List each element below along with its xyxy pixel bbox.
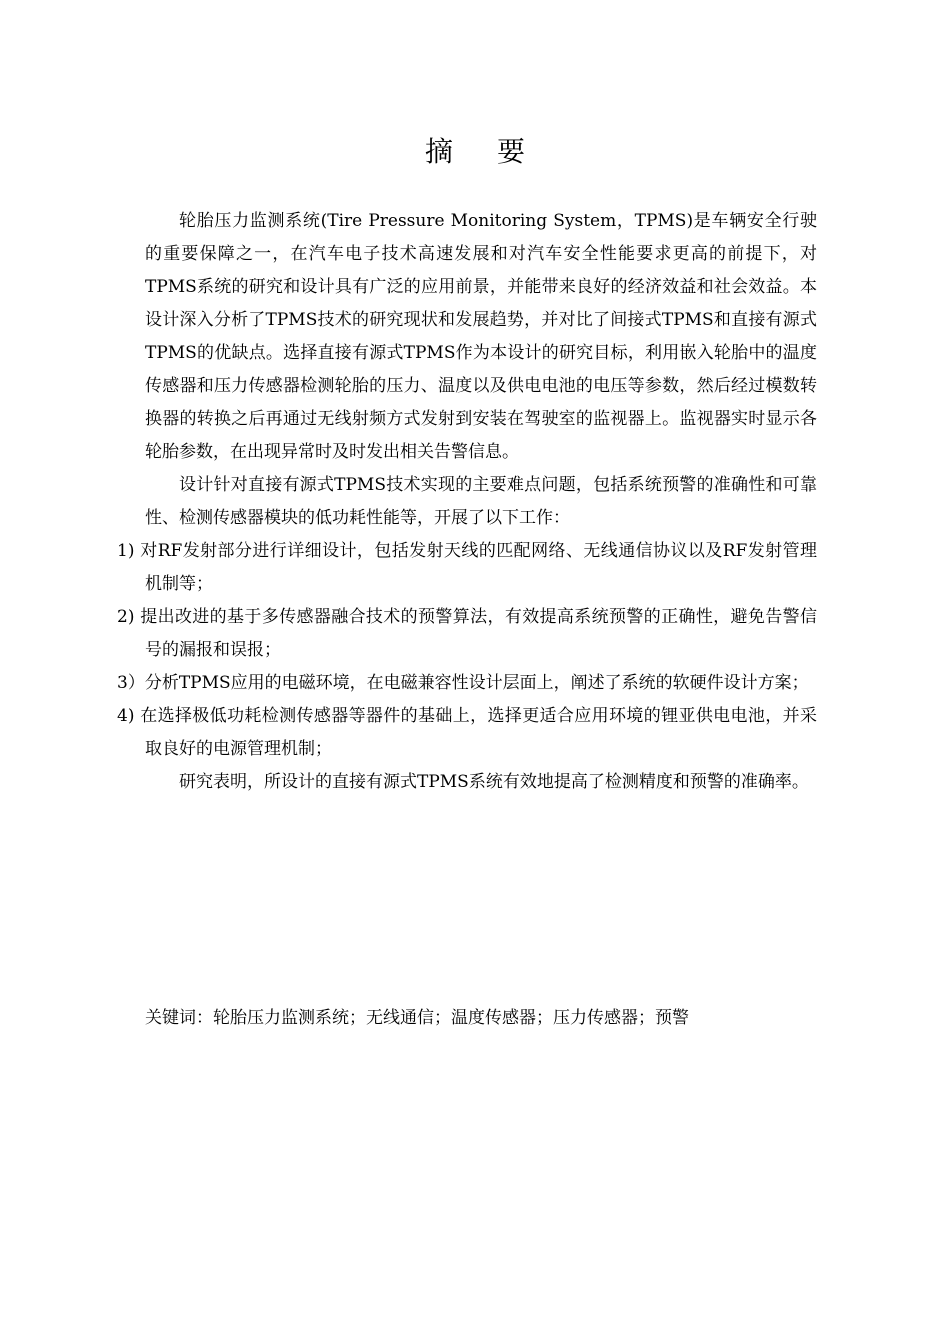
list-item-3: 3）分析TPMS应用的电磁环境，在电磁兼容性设计层面上，阐述了系统的软硬件设计方案； [117,673,809,693]
abstract-paragraph-3: 研究表明，所设计的直接有源式TPMS系统有效地提高了检测精度和预警的准确率。 [179,772,809,792]
abstract-paragraph-1: 轮胎压力监测系统(Tire Pressure Monitoring System，TPMS)是车辆安全行驶的重要保障之一，在汽车电子技术高速发展和对汽车安全性能要求更高的前提下，对TPMS系统的研究和设计具有广泛的应用前景，并能带来良好的经济效益和社会效益。本设计深入分析了TPMS技术的研究现状和发展趋势，并对比了间接式TPMS和直接有源式TPMS的优缺点。选择直接有源式TPMS作为本设计的研究目标，利用嵌入轮胎中的温度传感器和压力传感器检测轮胎的压力、温度以及供电电池的电压等参数，然后经过模数转换器的转换之后再通过无线射频方式发射到安装在驾驶室的监视器上。监视器实时显示各轮胎参数，在出现异常时及时发出相关告警信息。 [145,211,817,462]
title-char-2: 要 [497,135,526,168]
abstract-paragraph-2: 设计针对直接有源式TPMS技术实现的主要难点问题，包括系统预警的准确性和可靠性、检测传感器模块的低功耗性能等，开展了以下工作： [145,475,817,528]
title-char-1: 摘 [424,135,453,168]
page-title [0,128,950,176]
abstract-body [117,205,817,799]
list-item-4: 4) 在选择极低功耗检测传感器等器件的基础上，选择更适合应用环境的锂亚供电电池，并采取良好的电源管理机制； [117,706,817,759]
list-item-2: 2) 提出改进的基于多传感器融合技术的预警算法，有效提高系统预警的正确性，避免告警信号的漏报和误报； [117,607,817,660]
keywords-line: 关键词：轮胎压力监测系统；无线通信；温度传感器；压力传感器；预警 [145,1008,689,1028]
list-item-1: 1) 对RF发射部分进行详细设计，包括发射天线的匹配网络、无线通信协议以及RF发射管理机制等； [117,541,817,594]
